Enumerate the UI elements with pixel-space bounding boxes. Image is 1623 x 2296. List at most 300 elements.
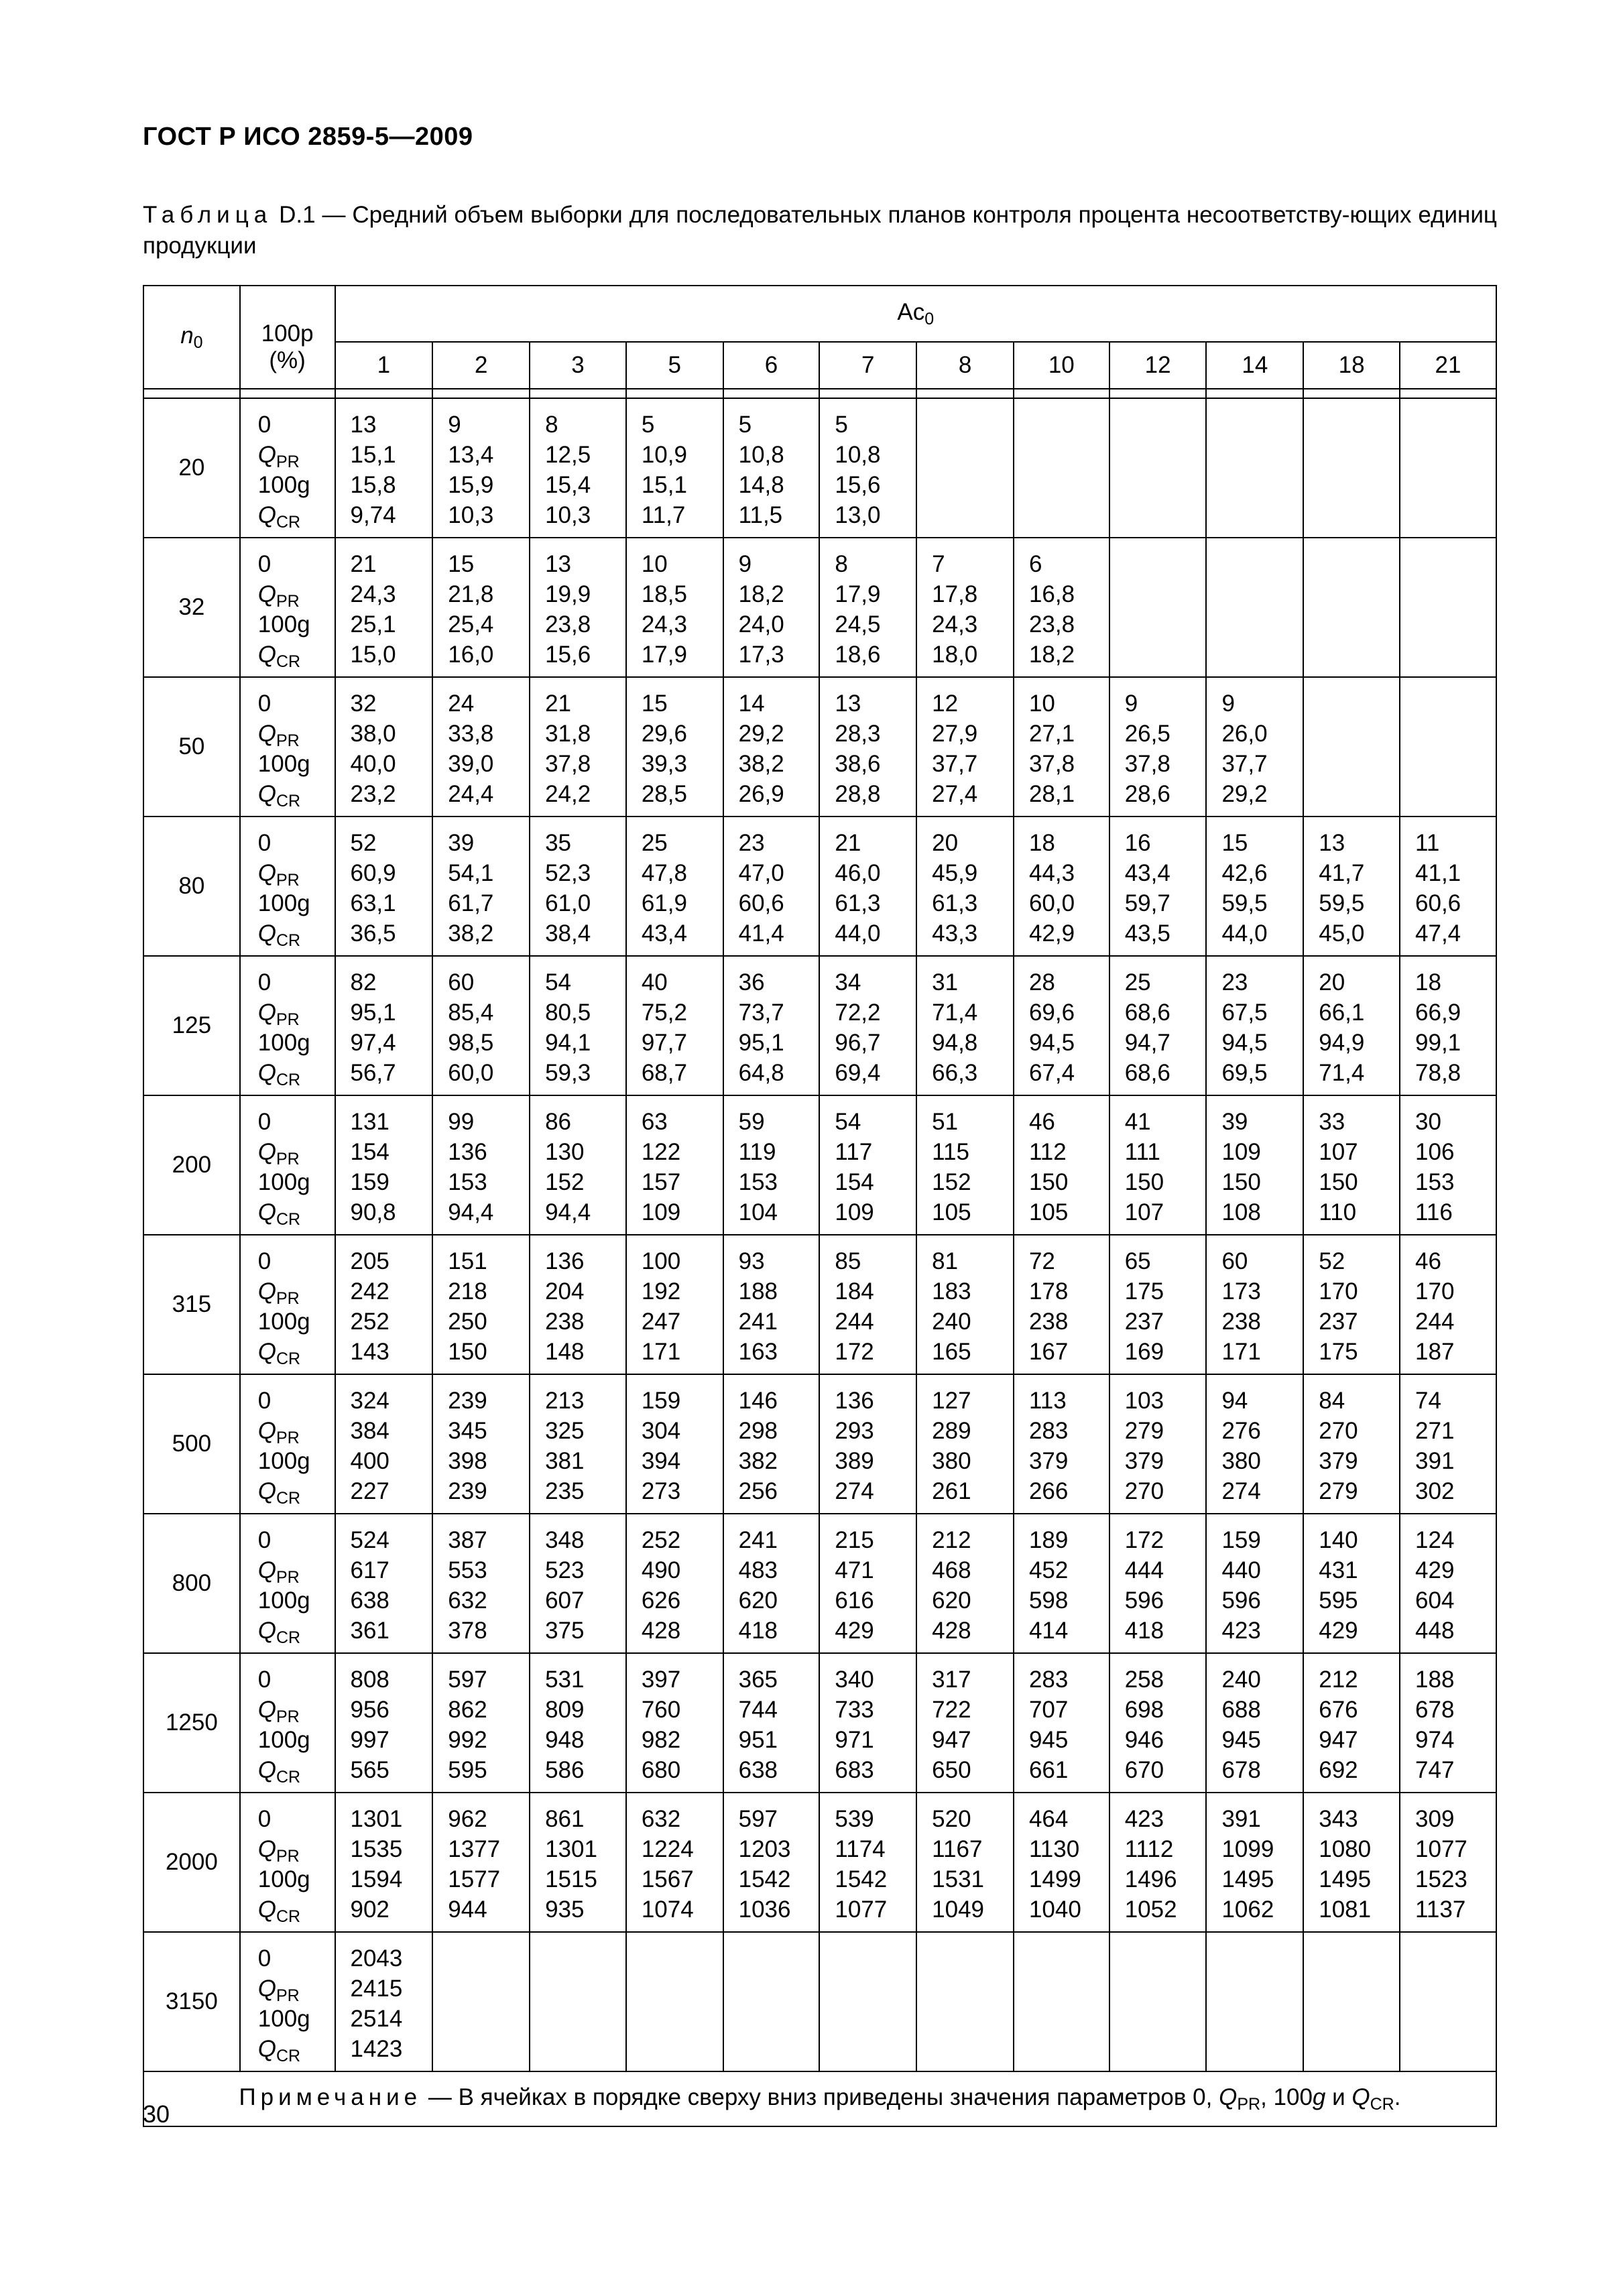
cell-value: 379	[1028, 1448, 1069, 1474]
cell-value: 35	[545, 830, 571, 856]
cell-value: 343	[1319, 1806, 1358, 1832]
cell-value: 71,4	[932, 1000, 978, 1026]
value-cell	[1014, 1653, 1109, 1793]
cell-value: 54	[545, 969, 571, 995]
cell-value: 638	[350, 1587, 389, 1614]
value-cell	[1303, 398, 1400, 538]
value-cell	[335, 677, 433, 817]
value-cell	[530, 1235, 626, 1374]
cell-value: 808	[350, 1667, 389, 1693]
cell-value: 448	[1415, 1618, 1455, 1644]
cell-value: 431	[1319, 1557, 1358, 1583]
cell-value: 32	[350, 690, 377, 717]
cell-value: 1495	[1319, 1866, 1372, 1892]
cell-value: 28,6	[1124, 781, 1170, 807]
cell-value: 266	[1028, 1478, 1069, 1504]
parameter-label: $Q_{PR}$	[257, 1697, 300, 1726]
cell-value: 172	[835, 1339, 874, 1365]
cell-value: 2514	[350, 2006, 403, 2032]
value-cell	[530, 677, 626, 817]
cell-value: 112	[1028, 1139, 1067, 1165]
table-row	[143, 1374, 1496, 1514]
cell-value: 1081	[1319, 1896, 1372, 1923]
value-cell	[530, 1793, 626, 1932]
cell-value: 227	[350, 1478, 389, 1504]
value-cell	[723, 538, 820, 677]
cell-value: 9	[448, 412, 461, 438]
cell-value: 1112	[1124, 1836, 1174, 1862]
value-cell	[723, 1095, 820, 1235]
cell-value: 429	[835, 1618, 874, 1644]
cell-value: 94	[1221, 1388, 1248, 1414]
cell-value: 116	[1415, 1199, 1453, 1225]
parameter-cell	[240, 817, 335, 956]
cell-value: 13	[545, 551, 571, 577]
cell-value: 596	[1221, 1587, 1261, 1614]
table-row	[143, 817, 1496, 956]
cell-value: 1036	[738, 1896, 791, 1923]
table-row	[143, 1793, 1496, 1932]
value-cell	[1206, 1235, 1303, 1374]
cell-value: 37,8	[1124, 751, 1170, 777]
cell-value: 140	[1319, 1527, 1358, 1553]
cell-value: 956	[350, 1697, 389, 1723]
cell-value: 169	[1124, 1339, 1164, 1365]
cell-value: 18,0	[932, 642, 978, 668]
cell-value: 902	[350, 1896, 389, 1923]
cell-value: 235	[545, 1478, 585, 1504]
cell-value: 26,9	[738, 781, 784, 807]
cell-value: 29,2	[738, 721, 784, 747]
cell-value: 10,9	[641, 442, 687, 468]
cell-value: 531	[545, 1667, 585, 1693]
cell-value: 172	[1124, 1527, 1164, 1553]
cell-value: 61,3	[835, 890, 881, 916]
cell-value: 15,0	[350, 642, 396, 668]
cell-value: 597	[448, 1667, 487, 1693]
cell-value: 270	[1124, 1478, 1164, 1504]
parameter-cell	[240, 1514, 335, 1653]
parameter-label: $Q_{PR}$	[257, 721, 300, 750]
cell-value: 150	[1028, 1169, 1069, 1195]
parameter-label: 0	[257, 1527, 272, 1553]
parameter-label: 0	[257, 1806, 272, 1832]
cell-value: 616	[835, 1587, 874, 1614]
cell-value: 1077	[835, 1896, 888, 1923]
cell-value: 279	[1124, 1418, 1164, 1444]
value-cell	[819, 398, 916, 538]
cell-value: 384	[350, 1418, 389, 1444]
parameter-cell	[240, 1653, 335, 1793]
value-cell	[1014, 1793, 1109, 1932]
cell-value: 13	[835, 690, 861, 717]
parameter-label: 0	[257, 690, 272, 717]
n0-cell: 50	[143, 677, 240, 817]
cell-value: 94,8	[932, 1030, 978, 1056]
cell-value: 54	[835, 1109, 861, 1135]
cell-value: 95,1	[350, 1000, 396, 1026]
cell-value: 63,1	[350, 890, 396, 916]
cell-value: 60	[1221, 1248, 1248, 1274]
cell-value: 1040	[1028, 1896, 1081, 1923]
cell-value: 270	[1319, 1418, 1358, 1444]
cell-value: 43,3	[932, 920, 978, 947]
value-cell	[1303, 1514, 1400, 1653]
cell-value: 244	[835, 1309, 874, 1335]
cell-value: 387	[448, 1527, 487, 1553]
cell-value: 189	[1028, 1527, 1069, 1553]
cell-value: 5	[738, 412, 752, 438]
value-cell	[432, 1932, 530, 2071]
cell-value: 276	[1221, 1418, 1261, 1444]
cell-value: 99	[448, 1109, 475, 1135]
value-cell	[916, 1374, 1014, 1514]
cell-value: 1080	[1319, 1836, 1372, 1862]
cell-value: 175	[1319, 1339, 1358, 1365]
cell-value: 9	[1124, 690, 1138, 717]
cell-value: 105	[1028, 1199, 1069, 1225]
value-cell	[723, 1932, 820, 2071]
cell-value: 44,3	[1028, 860, 1075, 886]
cell-value: 722	[932, 1697, 971, 1723]
value-cell	[723, 1514, 820, 1653]
value-cell	[626, 956, 723, 1095]
value-cell	[1400, 1653, 1496, 1793]
value-cell	[530, 817, 626, 956]
cell-value: 304	[641, 1418, 681, 1444]
cell-value: 15,8	[350, 472, 396, 498]
cell-value: 271	[1415, 1418, 1455, 1444]
cell-value: 33	[1319, 1109, 1345, 1135]
cell-value: 52,3	[545, 860, 591, 886]
value-cell	[626, 398, 723, 538]
cell-value: 951	[738, 1727, 778, 1753]
cell-value: 378	[448, 1618, 487, 1644]
table-row	[143, 1235, 1496, 1374]
parameter-label: 0	[257, 1109, 272, 1135]
cell-value: 212	[1319, 1667, 1358, 1693]
cell-value: 1074	[641, 1896, 694, 1923]
cell-value: 61,9	[641, 890, 687, 916]
cell-value: 42,9	[1028, 920, 1075, 947]
cell-value: 252	[350, 1309, 389, 1335]
cell-value: 59	[738, 1109, 765, 1135]
value-cell	[626, 1095, 723, 1235]
cell-value: 18	[1028, 830, 1055, 856]
cell-value: 18,2	[738, 581, 784, 607]
parameter-label: $Q_{CR}$	[257, 1060, 301, 1089]
value-cell	[1303, 677, 1400, 817]
parameter-label: $Q_{PR}$	[257, 581, 300, 611]
cell-value: 15	[641, 690, 668, 717]
value-cell	[335, 1374, 433, 1514]
cell-value: 1301	[545, 1836, 597, 1862]
parameter-label: 100g	[257, 472, 310, 498]
ac-column-header: 1	[335, 342, 433, 389]
cell-value: 78,8	[1415, 1060, 1461, 1086]
cell-value: 523	[545, 1557, 585, 1583]
cell-value: 122	[641, 1139, 681, 1165]
cell-value: 21	[545, 690, 571, 717]
cell-value: 47,0	[738, 860, 784, 886]
cell-value: 171	[641, 1339, 681, 1365]
cell-value: 18,6	[835, 642, 881, 668]
cell-value: 44,0	[1221, 920, 1268, 947]
cell-value: 598	[1028, 1587, 1069, 1614]
cell-value: 37,7	[932, 751, 978, 777]
cell-value: 238	[1028, 1309, 1069, 1335]
cell-value: 10	[641, 551, 668, 577]
cell-value: 15,1	[350, 442, 396, 468]
parameter-label: 100g	[257, 1727, 310, 1753]
cell-value: 19,9	[545, 581, 591, 607]
cell-value: 107	[1319, 1139, 1358, 1165]
cell-value: 175	[1124, 1278, 1164, 1305]
cell-value: 274	[835, 1478, 874, 1504]
cell-value: 188	[1415, 1667, 1455, 1693]
cell-value: 1052	[1124, 1896, 1177, 1923]
parameter-label: 100g	[257, 890, 310, 916]
cell-value: 302	[1415, 1478, 1455, 1504]
cell-value: 607	[545, 1587, 585, 1614]
cell-value: 47,8	[641, 860, 687, 886]
n0-cell: 125	[143, 956, 240, 1095]
n0-cell: 80	[143, 817, 240, 956]
value-cell	[335, 956, 433, 1095]
cell-value: 93	[738, 1248, 765, 1274]
parameter-label: $Q_{PR}$	[257, 1000, 300, 1029]
cell-value: 109	[641, 1199, 681, 1225]
cell-value: 452	[1028, 1557, 1069, 1583]
cell-value: 945	[1221, 1727, 1261, 1753]
cell-value: 157	[641, 1169, 681, 1195]
cell-value: 1130	[1028, 1836, 1080, 1862]
parameter-label: 0	[257, 969, 272, 995]
cell-value: 325	[545, 1418, 585, 1444]
cell-value: 252	[641, 1527, 681, 1553]
cell-value: 28,3	[835, 721, 881, 747]
cell-value: 861	[545, 1806, 585, 1832]
cell-value: 935	[545, 1896, 585, 1923]
cell-value: 82	[350, 969, 377, 995]
ac-column-header: 7	[819, 342, 916, 389]
cell-value: 632	[641, 1806, 681, 1832]
table-row	[143, 956, 1496, 1095]
parameter-label: 100g	[257, 1030, 310, 1056]
cell-value: 60	[448, 969, 475, 995]
page-number: 30	[143, 2100, 170, 2128]
cell-value: 90,8	[350, 1199, 396, 1225]
cell-value: 1594	[350, 1866, 403, 1892]
cell-value: 24,3	[932, 611, 978, 638]
cell-value: 51	[932, 1109, 959, 1135]
cell-value: 429	[1319, 1618, 1358, 1644]
value-cell	[1303, 817, 1400, 956]
cell-value: 59,5	[1319, 890, 1365, 916]
value-cell	[819, 677, 916, 817]
cell-value: 94,1	[545, 1030, 591, 1056]
cell-value: 428	[641, 1618, 681, 1644]
table-caption	[143, 200, 1497, 261]
value-cell	[335, 398, 433, 538]
cell-value: 59,3	[545, 1060, 591, 1086]
cell-value: 345	[448, 1418, 487, 1444]
cell-value: 962	[448, 1806, 487, 1832]
value-cell	[723, 1235, 820, 1374]
cell-value: 1531	[932, 1866, 985, 1892]
column-header-n0: $n_0$	[143, 286, 240, 389]
value-cell	[530, 1095, 626, 1235]
cell-value: 167	[1028, 1339, 1069, 1365]
cell-value: 47,4	[1415, 920, 1461, 947]
cell-value: 28,8	[835, 781, 881, 807]
cell-value: 60,6	[738, 890, 784, 916]
cell-value: 154	[835, 1169, 874, 1195]
cell-value: 11	[1415, 830, 1440, 856]
cell-value: 21	[835, 830, 861, 856]
value-cell	[1109, 1653, 1207, 1793]
cell-value: 23	[738, 830, 765, 856]
table-row	[143, 677, 1496, 817]
cell-value: 69,4	[835, 1060, 881, 1086]
cell-value: 178	[1028, 1278, 1069, 1305]
cell-value: 163	[738, 1339, 778, 1365]
cell-value: 524	[350, 1527, 389, 1553]
value-cell	[432, 538, 530, 677]
cell-value: 143	[350, 1339, 389, 1365]
cell-value: 23,2	[350, 781, 396, 807]
table-row	[143, 1653, 1496, 1793]
value-cell	[723, 1374, 820, 1514]
cell-value: 2415	[350, 1976, 403, 2002]
value-cell	[1109, 677, 1207, 817]
value-cell	[1400, 1235, 1496, 1374]
value-cell	[916, 398, 1014, 538]
cell-value: 971	[835, 1727, 874, 1753]
cell-value: 152	[545, 1169, 585, 1195]
parameter-cell	[240, 1793, 335, 1932]
value-cell	[1303, 1793, 1400, 1932]
cell-value: 1062	[1221, 1896, 1274, 1923]
value-cell	[530, 538, 626, 677]
cell-value: 744	[738, 1697, 778, 1723]
cell-value: 464	[1028, 1806, 1069, 1832]
value-cell	[819, 1514, 916, 1653]
cell-value: 41,7	[1319, 860, 1365, 886]
parameter-label: 100g	[257, 611, 310, 638]
cell-value: 15,6	[835, 472, 881, 498]
cell-value: 27,1	[1028, 721, 1075, 747]
cell-value: 11,7	[641, 502, 686, 528]
value-cell	[1206, 677, 1303, 817]
cell-value: 40,0	[350, 751, 396, 777]
cell-value: 391	[1415, 1448, 1455, 1474]
cell-value: 520	[932, 1806, 971, 1832]
value-cell	[432, 1514, 530, 1653]
value-cell	[1400, 1095, 1496, 1235]
value-cell	[1109, 398, 1207, 538]
column-header-ac0: $Ac_0$	[335, 286, 1497, 342]
cell-value: 237	[1319, 1309, 1358, 1335]
cell-value: 154	[350, 1139, 389, 1165]
value-cell	[335, 1653, 433, 1793]
cell-value: 595	[1319, 1587, 1358, 1614]
parameter-cell	[240, 956, 335, 1095]
cell-value: 34	[835, 969, 861, 995]
ac-column-header: 21	[1400, 342, 1496, 389]
cell-value: 258	[1124, 1667, 1164, 1693]
value-cell	[1303, 956, 1400, 1095]
parameter-label: $Q_{CR}$	[257, 502, 301, 532]
cell-value: 12	[932, 690, 959, 717]
cell-value: 298	[738, 1418, 778, 1444]
n0-cell: 500	[143, 1374, 240, 1514]
cell-value: 444	[1124, 1557, 1164, 1583]
cell-value: 947	[1319, 1727, 1358, 1753]
value-cell	[432, 1095, 530, 1235]
cell-value: 698	[1124, 1697, 1164, 1723]
cell-value: 23,8	[1028, 611, 1075, 638]
cell-value: 11,5	[738, 502, 783, 528]
cell-value: 23,8	[545, 611, 591, 638]
cell-value: 131	[350, 1109, 389, 1135]
value-cell	[626, 1374, 723, 1514]
cell-value: 59,5	[1221, 890, 1268, 916]
value-cell	[1400, 1932, 1496, 2071]
cell-value: 38,4	[545, 920, 591, 947]
value-cell	[1109, 1514, 1207, 1653]
cell-value: 429	[1415, 1557, 1455, 1583]
parameter-label: 100g	[257, 1309, 310, 1335]
value-cell	[1109, 817, 1207, 956]
cell-value: 152	[932, 1169, 971, 1195]
parameter-label: $Q_{CR}$	[257, 920, 301, 950]
value-cell	[432, 1374, 530, 1514]
cell-value: 60,6	[1415, 890, 1461, 916]
cell-value: 94,7	[1124, 1030, 1170, 1056]
cell-value: 24,3	[641, 611, 687, 638]
parameter-label: 100g	[257, 751, 310, 777]
parameter-label: 0	[257, 412, 272, 438]
value-cell	[1014, 1235, 1109, 1374]
cell-value: 52	[350, 830, 377, 856]
cell-value: 565	[350, 1757, 389, 1783]
cell-value: 97,4	[350, 1030, 396, 1056]
cell-value: 15,6	[545, 642, 591, 668]
parameter-label: $Q_{PR}$	[257, 860, 300, 890]
cell-value: 153	[448, 1169, 487, 1195]
cell-value: 61,7	[448, 890, 494, 916]
parameter-cell	[240, 1374, 335, 1514]
cell-value: 946	[1124, 1727, 1164, 1753]
cell-value: 10,3	[545, 502, 591, 528]
cell-value: 309	[1415, 1806, 1455, 1832]
cell-value: 483	[738, 1557, 778, 1583]
table-row	[143, 1514, 1496, 1653]
value-cell	[530, 1514, 626, 1653]
cell-value: 632	[448, 1587, 487, 1614]
n0-cell: 20	[143, 398, 240, 538]
cell-value: 26,5	[1124, 721, 1170, 747]
cell-value: 862	[448, 1697, 487, 1723]
cell-value: 586	[545, 1757, 585, 1783]
value-cell	[1206, 1095, 1303, 1235]
cell-value: 12,5	[545, 442, 591, 468]
parameter-label: $Q_{PR}$	[257, 1836, 300, 1866]
cell-value: 25,4	[448, 611, 494, 638]
cell-value: 74	[1415, 1388, 1441, 1414]
value-cell	[1014, 398, 1109, 538]
